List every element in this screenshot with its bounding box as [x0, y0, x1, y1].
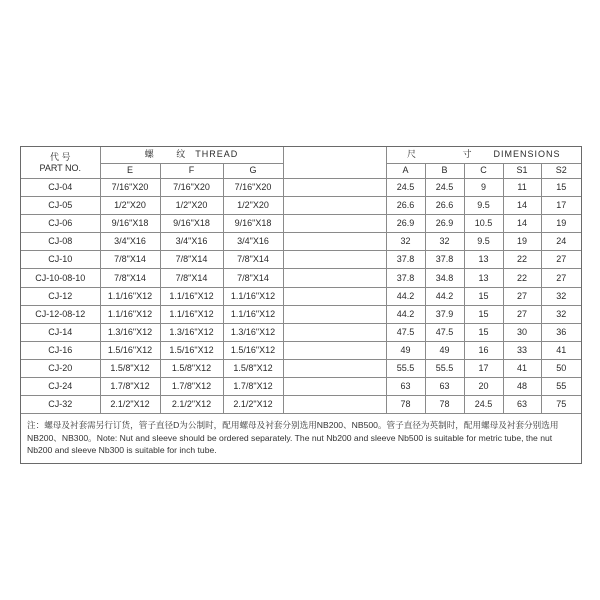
thread-f-cell: 7/8"X14: [160, 251, 223, 269]
dim-s2-cell: 27: [541, 251, 581, 269]
part-no-cell: CJ-14: [21, 323, 100, 341]
thread-g-cell: 9/16"X18: [223, 215, 283, 233]
dim-s2-cell: 32: [541, 287, 581, 305]
thread-f-cell: 1.5/16"X12: [160, 341, 223, 359]
part-no-cell: CJ-24: [21, 378, 100, 396]
thread-g-cell: 1.5/16"X12: [223, 341, 283, 359]
thread-e-cell: 1.3/16"X12: [100, 323, 160, 341]
spacer-cell: [283, 179, 386, 197]
thread-e-cell: 7/8"X14: [100, 269, 160, 287]
dim-b-cell: 78: [425, 396, 464, 414]
dim-c-cell: 13: [464, 251, 503, 269]
table-row: [21, 287, 581, 305]
dim-b-cell: 37.8: [425, 251, 464, 269]
part-no-cell: CJ-05: [21, 197, 100, 215]
table-row: [21, 305, 581, 323]
spacer-cell: [283, 396, 386, 414]
part-no-cell: CJ-10: [21, 251, 100, 269]
thread-f-cell: 7/16"X20: [160, 179, 223, 197]
thread-e-cell: 2.1/2"X12: [100, 396, 160, 414]
part-no-cell: CJ-06: [21, 215, 100, 233]
dim-b-cell: 44.2: [425, 287, 464, 305]
dim-a-cell: 44.2: [386, 305, 425, 323]
table-row: [21, 359, 581, 377]
dim-a-cell: 37.8: [386, 269, 425, 287]
spacer-cell: [283, 305, 386, 323]
thread-f-cell: 1.1/16"X12: [160, 305, 223, 323]
dimensions-header-en: DIMENSIONS: [493, 149, 561, 160]
dim-s2-cell: 55: [541, 378, 581, 396]
thread-g-cell: 1.1/16"X12: [223, 287, 283, 305]
table-row: [21, 179, 581, 197]
dim-s2-cell: 15: [541, 179, 581, 197]
dim-c-cell: 9.5: [464, 233, 503, 251]
dim-c-cell: 10.5: [464, 215, 503, 233]
dim-b-cell: 34.8: [425, 269, 464, 287]
dim-s1-cell: 48: [503, 378, 541, 396]
dim-a-cell: 32: [386, 233, 425, 251]
thread-g-cell: 1.7/8"X12: [223, 378, 283, 396]
part-no-cell: CJ-08: [21, 233, 100, 251]
thread-e-cell: 1.1/16"X12: [100, 305, 160, 323]
thread-f-cell: 1.7/8"X12: [160, 378, 223, 396]
dim-a-cell: 44.2: [386, 287, 425, 305]
footnote: 注：螺母及衬套需另行订货，管子直径D为公制时，配用螺母及衬套分别选用NB200、NB500。管子直径为英制时，配用螺母及衬套分别选用NB200、NB300。Note: Nut and sleeve should be ordered separately. The nut Nb200 and sleeve Nb500 is suitable for metric tube, the nut Nb200 and sleeve Nb300 is suitable for inch tube.: [21, 413, 581, 463]
spacer-cell: [283, 215, 386, 233]
part-no-header-en: PART NO.: [39, 162, 81, 173]
thread-col-header: E: [100, 163, 160, 179]
dim-s1-cell: 22: [503, 269, 541, 287]
table-row: [21, 378, 581, 396]
table-row: [21, 251, 581, 269]
thread-f-cell: 2.1/2"X12: [160, 396, 223, 414]
spacer-cell: [283, 269, 386, 287]
thread-e-cell: 3/4"X16: [100, 233, 160, 251]
part-no-cell: CJ-04: [21, 179, 100, 197]
thread-f-cell: 7/8"X14: [160, 269, 223, 287]
dim-s1-cell: 19: [503, 233, 541, 251]
dim-s1-cell: 41: [503, 359, 541, 377]
dim-b-cell: 47.5: [425, 323, 464, 341]
dim-s1-cell: 22: [503, 251, 541, 269]
thread-g-cell: 1/2"X20: [223, 197, 283, 215]
dim-s2-cell: 32: [541, 305, 581, 323]
dim-s1-cell: 27: [503, 305, 541, 323]
dim-b-cell: 24.5: [425, 179, 464, 197]
spacer-cell: [283, 233, 386, 251]
dimension-col-header: S1: [503, 163, 541, 179]
dim-s1-cell: 63: [503, 396, 541, 414]
spacer-cell: [283, 359, 386, 377]
part-no-cell: CJ-20: [21, 359, 100, 377]
dim-a-cell: 26.6: [386, 197, 425, 215]
thread-e-cell: 7/8"X14: [100, 251, 160, 269]
dim-c-cell: 15: [464, 305, 503, 323]
thread-f-cell: 1/2"X20: [160, 197, 223, 215]
table-row: [21, 269, 581, 287]
dim-s2-cell: 50: [541, 359, 581, 377]
part-no-cell: CJ-12-08-12: [21, 305, 100, 323]
dim-b-cell: 63: [425, 378, 464, 396]
spacer-cell: [283, 287, 386, 305]
part-no-cell: CJ-10-08-10: [21, 269, 100, 287]
thread-header: [100, 147, 283, 163]
dim-c-cell: 15: [464, 323, 503, 341]
dim-b-cell: 26.6: [425, 197, 464, 215]
table-body: [21, 179, 581, 414]
dimensions-header-cn: 尺 寸: [407, 149, 494, 160]
dim-b-cell: 26.9: [425, 215, 464, 233]
thread-e-cell: 1.7/8"X12: [100, 378, 160, 396]
dim-s1-cell: 33: [503, 341, 541, 359]
dim-s1-cell: 14: [503, 215, 541, 233]
dim-s1-cell: 27: [503, 287, 541, 305]
thread-g-cell: 1.5/8"X12: [223, 359, 283, 377]
thread-col-header: G: [223, 163, 283, 179]
thread-g-cell: 1.3/16"X12: [223, 323, 283, 341]
thread-e-cell: 7/16"X20: [100, 179, 160, 197]
dim-a-cell: 49: [386, 341, 425, 359]
dim-c-cell: 15: [464, 287, 503, 305]
dim-s2-cell: 75: [541, 396, 581, 414]
thread-header-cn: 螺 纹: [144, 149, 196, 160]
dim-b-cell: 37.9: [425, 305, 464, 323]
spacer-cell: [283, 378, 386, 396]
table-row: [21, 215, 581, 233]
thread-e-cell: 1.1/16"X12: [100, 287, 160, 305]
thread-header-en: THREAD: [195, 149, 239, 160]
dim-a-cell: 37.8: [386, 251, 425, 269]
dim-s2-cell: 41: [541, 341, 581, 359]
spacer-header: [283, 147, 386, 179]
part-no-header-cn: 代 号: [49, 151, 71, 162]
dim-b-cell: 49: [425, 341, 464, 359]
thread-g-cell: 7/16"X20: [223, 179, 283, 197]
dim-a-cell: 24.5: [386, 179, 425, 197]
thread-f-cell: 3/4"X16: [160, 233, 223, 251]
part-no-header: [21, 147, 100, 179]
thread-f-cell: 1.1/16"X12: [160, 287, 223, 305]
thread-f-cell: 1.5/8"X12: [160, 359, 223, 377]
dim-s1-cell: 30: [503, 323, 541, 341]
dim-s2-cell: 27: [541, 269, 581, 287]
dim-c-cell: 16: [464, 341, 503, 359]
thread-g-cell: 7/8"X14: [223, 269, 283, 287]
dim-c-cell: 24.5: [464, 396, 503, 414]
dim-c-cell: 9.5: [464, 197, 503, 215]
table-row: [21, 396, 581, 414]
dim-a-cell: 26.9: [386, 215, 425, 233]
dim-a-cell: 47.5: [386, 323, 425, 341]
thread-f-cell: 1.3/16"X12: [160, 323, 223, 341]
spacer-cell: [283, 341, 386, 359]
dimensions-header: [386, 147, 581, 163]
table-row: [21, 197, 581, 215]
part-no-cell: CJ-12: [21, 287, 100, 305]
dim-b-cell: 32: [425, 233, 464, 251]
thread-g-cell: 2.1/2"X12: [223, 396, 283, 414]
thread-col-header: F: [160, 163, 223, 179]
dim-s2-cell: 19: [541, 215, 581, 233]
dimension-col-header: S2: [541, 163, 581, 179]
spec-table: [21, 147, 581, 414]
thread-e-cell: 1.5/16"X12: [100, 341, 160, 359]
dim-a-cell: 63: [386, 378, 425, 396]
part-no-cell: CJ-16: [21, 341, 100, 359]
thread-e-cell: 1/2"X20: [100, 197, 160, 215]
dim-s1-cell: 11: [503, 179, 541, 197]
part-no-cell: CJ-32: [21, 396, 100, 414]
spec-sheet: [20, 146, 582, 464]
thread-e-cell: 9/16"X18: [100, 215, 160, 233]
thread-f-cell: 9/16"X18: [160, 215, 223, 233]
table-row: [21, 341, 581, 359]
dim-a-cell: 78: [386, 396, 425, 414]
thread-g-cell: 7/8"X14: [223, 251, 283, 269]
table-row: [21, 233, 581, 251]
spacer-cell: [283, 251, 386, 269]
dim-b-cell: 55.5: [425, 359, 464, 377]
spacer-cell: [283, 323, 386, 341]
dim-c-cell: 20: [464, 378, 503, 396]
dim-c-cell: 13: [464, 269, 503, 287]
dimension-col-header: A: [386, 163, 425, 179]
dim-s2-cell: 17: [541, 197, 581, 215]
spacer-cell: [283, 197, 386, 215]
dim-s2-cell: 36: [541, 323, 581, 341]
dim-a-cell: 55.5: [386, 359, 425, 377]
dim-s2-cell: 24: [541, 233, 581, 251]
table-row: [21, 323, 581, 341]
thread-g-cell: 3/4"X16: [223, 233, 283, 251]
dim-c-cell: 9: [464, 179, 503, 197]
thread-e-cell: 1.5/8"X12: [100, 359, 160, 377]
dimension-col-header: B: [425, 163, 464, 179]
dimension-col-header: C: [464, 163, 503, 179]
thread-g-cell: 1.1/16"X12: [223, 305, 283, 323]
dim-c-cell: 17: [464, 359, 503, 377]
dim-s1-cell: 14: [503, 197, 541, 215]
